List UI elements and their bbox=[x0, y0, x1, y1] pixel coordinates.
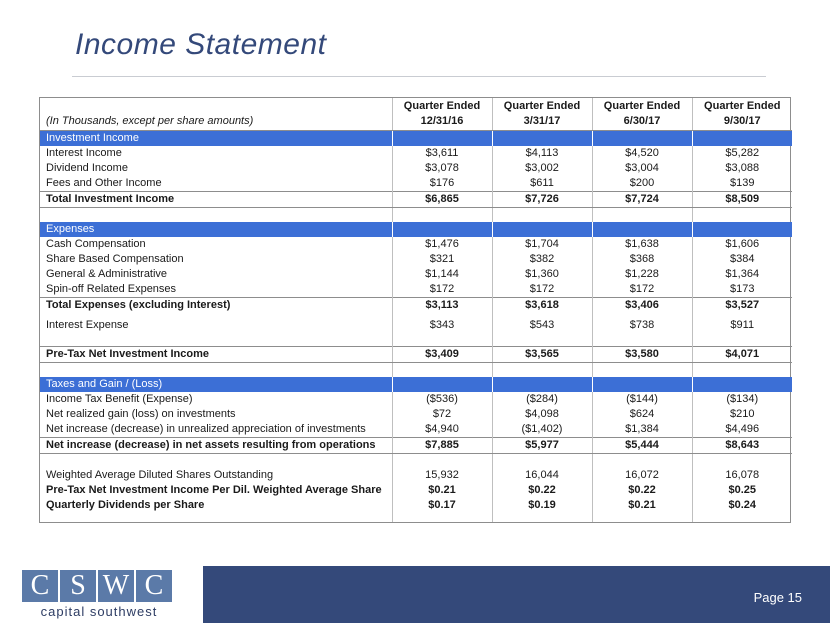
table-row: Cash Compensation $1,476 $1,704 $1,638 $1,606 bbox=[40, 237, 792, 252]
spacer-row bbox=[40, 208, 792, 223]
logo-subtitle: capital southwest bbox=[40, 604, 158, 619]
section-header-taxes: Taxes and Gain / (Loss) bbox=[40, 377, 792, 392]
table-row: Spin-off Related Expenses $172 $172 $172 $173 bbox=[40, 282, 792, 298]
column-header-q3: Quarter Ended 6/30/17 bbox=[592, 98, 692, 131]
company-logo bbox=[0, 566, 203, 623]
table-row: General & Administrative $1,144 $1,360 $1,228 $1,364 bbox=[40, 267, 792, 282]
interest-expense-row: Interest Expense $343 $543 $738 $911 bbox=[40, 313, 792, 337]
income-statement-table bbox=[40, 98, 792, 522]
table-row: Income Tax Benefit (Expense) ($536) ($284) ($144) ($134) bbox=[40, 392, 792, 407]
total-investment-income-row: Total Investment Income $6,865 $7,726 $7,724 $8,509 bbox=[40, 192, 792, 208]
section-header-investment-income: Investment Income bbox=[40, 131, 792, 147]
table-header-row bbox=[40, 98, 792, 131]
table-row: Dividend Income $3,078 $3,002 $3,004 $3,088 bbox=[40, 161, 792, 176]
page-number: Page 15 bbox=[753, 590, 802, 605]
logo-letters bbox=[22, 570, 174, 602]
table-row: Weighted Average Diluted Shares Outstanding 15,932 16,044 16,072 16,078 bbox=[40, 468, 792, 483]
total-expenses-row: Total Expenses (excluding Interest) $3,113 $3,618 $3,406 $3,527 bbox=[40, 298, 792, 314]
table-row: Pre-Tax Net Investment Income Per Dil. Weighted Average Share $0.21 $0.22 $0.22 $0.25 bbox=[40, 483, 792, 498]
logo-letter-s: S bbox=[60, 570, 96, 602]
section-header-expenses: Expenses bbox=[40, 222, 792, 237]
table-row: Net increase (decrease) in unrealized appreciation of investments $4,940 ($1,402) $1,384 $4,496 bbox=[40, 422, 792, 438]
net-increase-row: Net increase (decrease) in net assets resulting from operations $7,885 $5,977 $5,444 $8,643 bbox=[40, 438, 792, 454]
units-note: (In Thousands, except per share amounts) bbox=[40, 98, 392, 131]
table-row: Quarterly Dividends per Share $0.17 $0.19 $0.21 $0.24 bbox=[40, 498, 792, 513]
spacer-row bbox=[40, 363, 792, 378]
pretax-nii-row: Pre-Tax Net Investment Income $3,409 $3,565 $3,580 $4,071 bbox=[40, 347, 792, 363]
table-row: Net realized gain (loss) on investments $72 $4,098 $624 $210 bbox=[40, 407, 792, 422]
logo-letter-w: W bbox=[98, 570, 134, 602]
spacer-row bbox=[40, 454, 792, 469]
table-row: Interest Income $3,611 $4,113 $4,520 $5,282 bbox=[40, 146, 792, 161]
income-statement-table-frame bbox=[39, 97, 791, 523]
slide-title: Income Statement bbox=[75, 28, 327, 61]
table-row: Share Based Compensation $321 $382 $368 $384 bbox=[40, 252, 792, 267]
spacer-row bbox=[40, 513, 792, 522]
logo-letter-c2: C bbox=[136, 570, 172, 602]
column-header-q1: Quarter Ended 12/31/16 bbox=[392, 98, 492, 131]
spacer-row bbox=[40, 337, 792, 347]
footer-bar bbox=[0, 566, 830, 623]
title-divider bbox=[72, 76, 766, 77]
table-row: Fees and Other Income $176 $611 $200 $139 bbox=[40, 176, 792, 192]
column-header-q4: Quarter Ended 9/30/17 bbox=[692, 98, 792, 131]
logo-letter-c: C bbox=[22, 570, 58, 602]
column-header-q2: Quarter Ended 3/31/17 bbox=[492, 98, 592, 131]
